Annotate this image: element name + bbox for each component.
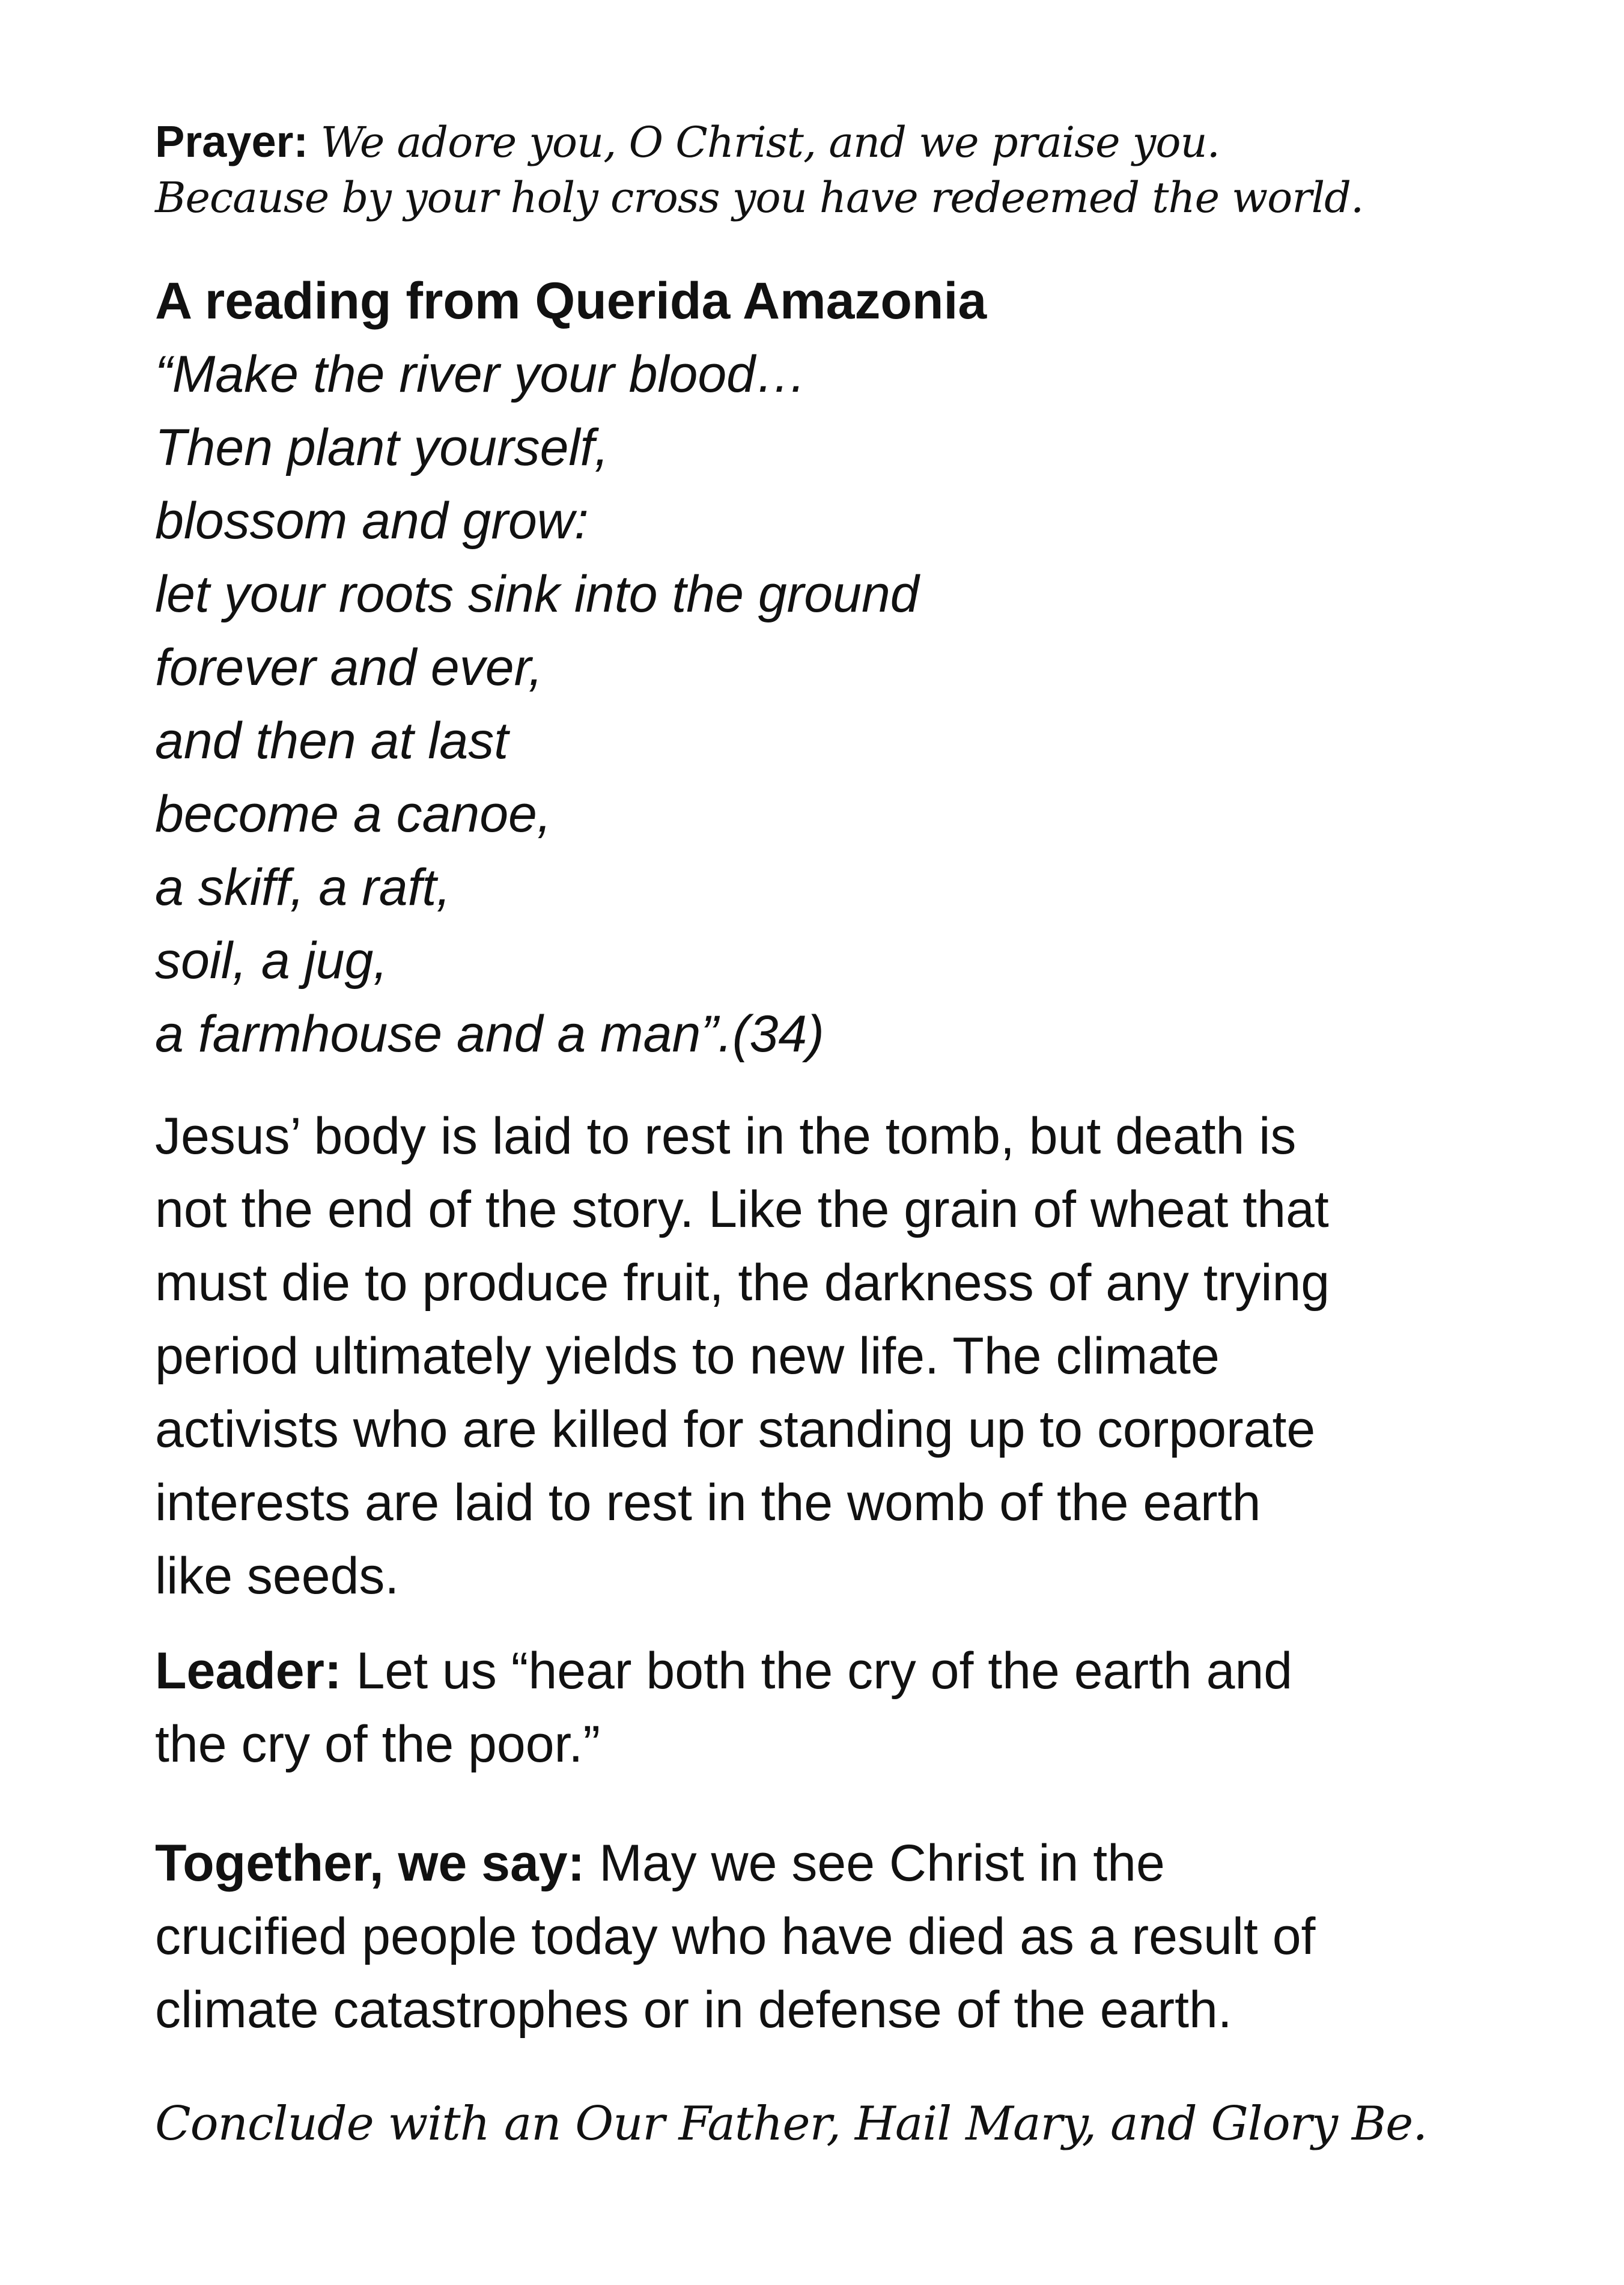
quote-line: and then at last — [155, 712, 509, 770]
reading-section — [155, 264, 1555, 1071]
reflection-line: period ultimately yields to new life. The climate — [155, 1327, 1220, 1385]
together-text: May we see Christ in the — [585, 1834, 1165, 1892]
reflection-line: Jesus’ body is laid to rest in the tomb, but death is — [155, 1107, 1297, 1165]
together-label: Together, we say: — [155, 1834, 585, 1892]
prayer-text: We adore you, O Christ, and we praise you. — [320, 118, 1220, 167]
together-section — [155, 1827, 1555, 2046]
reflection-line: must die to produce fruit, the darkness of any trying — [155, 1254, 1330, 1312]
reading-heading: A reading from Querida Amazonia — [155, 272, 987, 330]
prayer-line-1 — [155, 114, 1555, 170]
reflection-line: interests are laid to rest in the womb of the earth — [155, 1474, 1261, 1532]
conclusion: Conclude with an Our Father, Hail Mary, and Glory Be. — [155, 2097, 1428, 2151]
quote-line: let your roots sink into the ground — [155, 565, 919, 623]
quote-line: a farmhouse and a man”.(34) — [155, 1005, 824, 1063]
together-line-3: climate catastrophes or in defense of the earth. — [155, 1981, 1232, 2039]
prayer-section — [155, 114, 1555, 225]
leader-line-2: the cry of the poor.” — [155, 1715, 600, 1773]
reflection-line: like seeds. — [155, 1547, 400, 1605]
prayer-label: Prayer: — [155, 117, 309, 166]
quote-line: become a canoe, — [155, 785, 552, 843]
together-line-1 — [155, 1827, 1555, 1900]
quote-line: a skiff, a raft, — [155, 859, 451, 916]
leader-line-1 — [155, 1634, 1555, 1708]
leader-label: Leader: — [155, 1642, 342, 1700]
reflection-line: not the end of the story. Like the grain of wheat that — [155, 1181, 1329, 1238]
reflection-paragraph — [155, 1100, 1555, 1613]
quote-line: Then plant yourself, — [155, 419, 609, 476]
reading-quote — [155, 338, 1555, 1071]
quote-line: “Make the river your blood… — [155, 345, 807, 403]
together-line-2: crucified people today who have died as a result of — [155, 1908, 1316, 1965]
prayer-line-2: Because by your holy cross you have redeemed the world. — [155, 173, 1364, 222]
quote-line: blossom and grow: — [155, 492, 589, 550]
quote-line: forever and ever, — [155, 639, 543, 696]
leader-section — [155, 1634, 1555, 1781]
quote-line: soil, a jug, — [155, 932, 388, 990]
leader-text: Let us “hear both the cry of the earth and — [341, 1642, 1293, 1700]
reflection-line: activists who are killed for standing up to corporate — [155, 1401, 1316, 1458]
